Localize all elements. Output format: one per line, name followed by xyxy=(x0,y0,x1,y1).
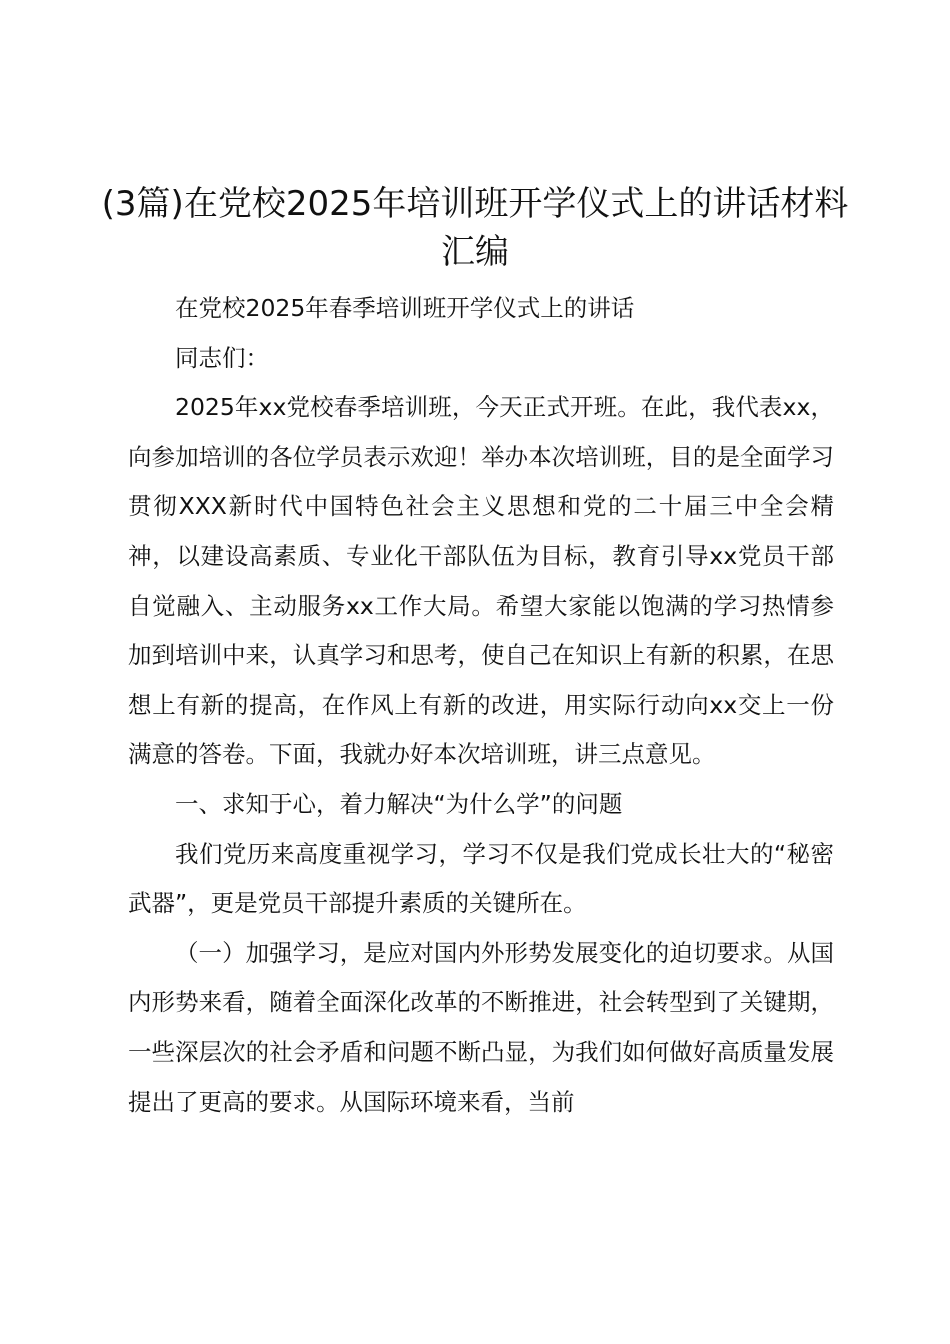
speech-subtitle: 在党校2025年春季培训班开学仪式上的讲话 xyxy=(175,294,635,322)
salutation: 同志们： xyxy=(175,343,269,372)
body-paragraph: （一）加强学习，是应对国内外形势发展变化的迫切要求。从国内形势来看，随着全面深化改革的不断推进，社会转型到了关键期，一些深层次的社会矛盾和问题不断凸显，为我们如何做好高质量发展提出了更高的要求。从国际环境来看，当前 xyxy=(128,938,834,1116)
body-paragraph: 我们党历来高度重视学习，学习不仅是我们党成长壮大的“秘密武器”，更是党员干部提升素质的关键所在。 xyxy=(128,839,834,918)
body-paragraph: 2025年xx党校春季培训班，今天正式开班。在此，我代表xx，向参加培训的各位学员表示欢迎！举办本次培训班，目的是全面学习贯彻XXX新时代中国特色社会主义思想和党的二十届三中全会精神，以建设高素质、专业化干部队伍为目标，教育引导xx党员干部自觉融入、主动服务xx工作大局。希望大家能以饱满的学习热情参加到培训中来，认真学习和思考，使自己在知识上有新的积累，在思想上有新的提高，在作风上有新的改进，用实际行动向xx交上一份满意的答卷。下面，我就办好本次培训班，讲三点意见。 xyxy=(128,393,834,769)
section-heading: 一、求知于心，着力解决“为什么学”的问题 xyxy=(175,789,623,818)
document-body xyxy=(128,284,834,1127)
document-title: (3篇)在党校2025年培训班开学仪式上的讲话材料汇编 xyxy=(101,184,849,272)
